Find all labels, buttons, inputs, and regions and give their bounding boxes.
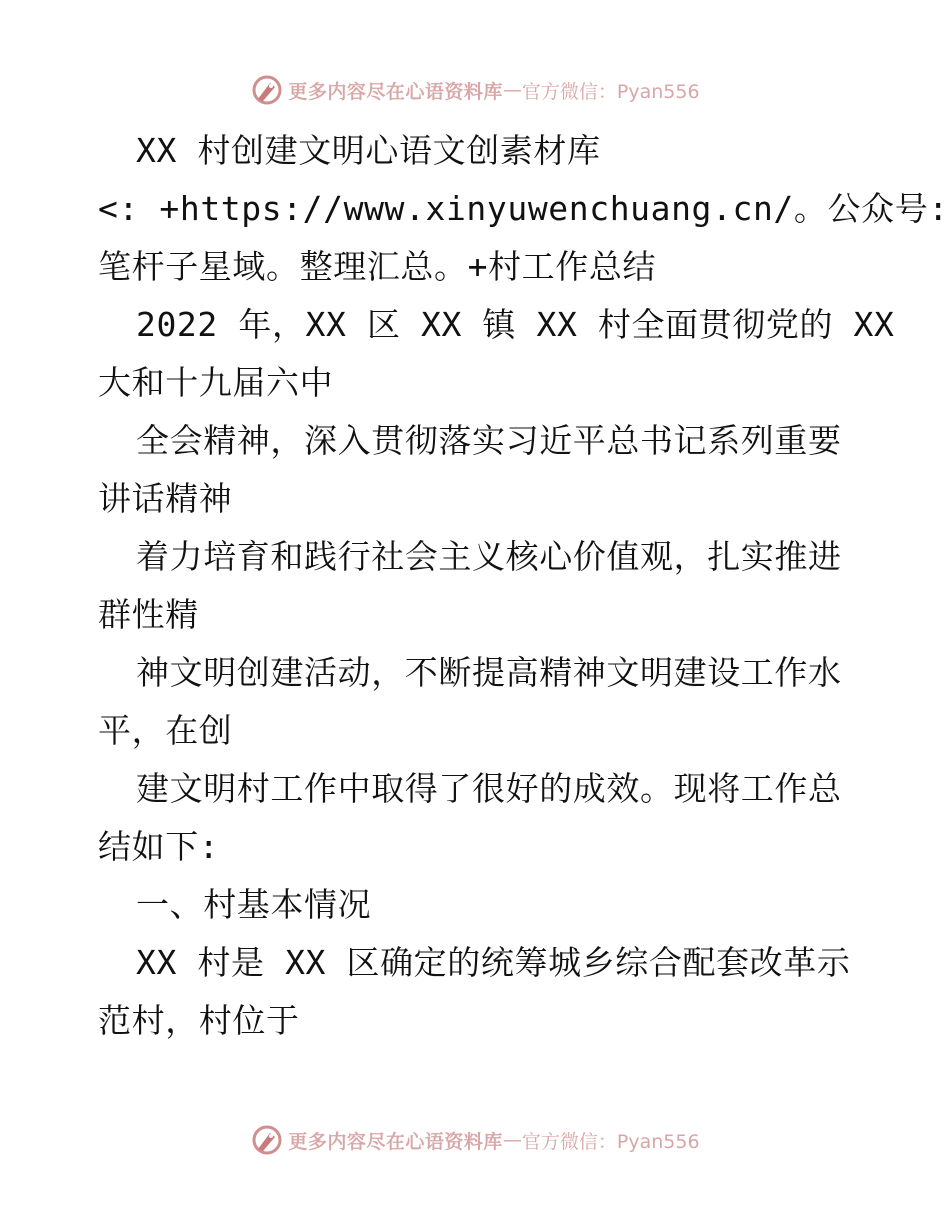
document-body (98, 122, 949, 1050)
text-line: 笔杆子星域。整理汇总。+村工作总结 (98, 247, 657, 286)
watermark-contact: 官方微信：Pyan556 (521, 80, 700, 103)
section-heading: 一、村基本情况 (136, 885, 372, 924)
watermark-brand: 更多内容尽在心语资料库 (288, 1130, 503, 1153)
watermark-brand: 更多内容尽在心语资料库 (288, 80, 503, 103)
header-watermark (0, 70, 950, 110)
text-line: XX 村创建文明心语文创素材库 (136, 131, 601, 170)
text-line: 讲话精神 (98, 479, 233, 518)
footer-watermark (0, 1120, 950, 1160)
text-line: 群性精 (98, 595, 199, 634)
text-line: 2022 年，XX 区 XX 镇 XX 村全面贯彻党的 XX (136, 305, 895, 344)
watermark-separator: — (502, 1129, 522, 1151)
text-line: 结如下: (98, 827, 220, 866)
text-line: <: +https://www.xinyuwenchuang.cn/。公众号: (98, 189, 949, 228)
watermark-contact: 官方微信：Pyan556 (521, 1130, 700, 1153)
pen-nib-logo-icon (250, 1123, 284, 1157)
text-line: 神文明创建活动，不断提高精神文明建设工作水 (136, 653, 842, 692)
text-line: 全会精神，深入贯彻落实习近平总书记系列重要 (136, 421, 842, 460)
text-line: 建文明村工作中取得了很好的成效。现将工作总 (136, 769, 842, 808)
text-line: 范村，村位于 (98, 1001, 300, 1040)
text-line: 平，在创 (98, 711, 233, 750)
pen-nib-logo-icon (250, 73, 284, 107)
text-line: 大和十九届六中 (98, 363, 334, 402)
text-line: XX 村是 XX 区确定的统筹城乡综合配套改革示 (136, 943, 851, 982)
watermark-separator: — (502, 79, 522, 101)
text-line: 着力培育和践行社会主义核心价值观，扎实推进 (136, 537, 842, 576)
